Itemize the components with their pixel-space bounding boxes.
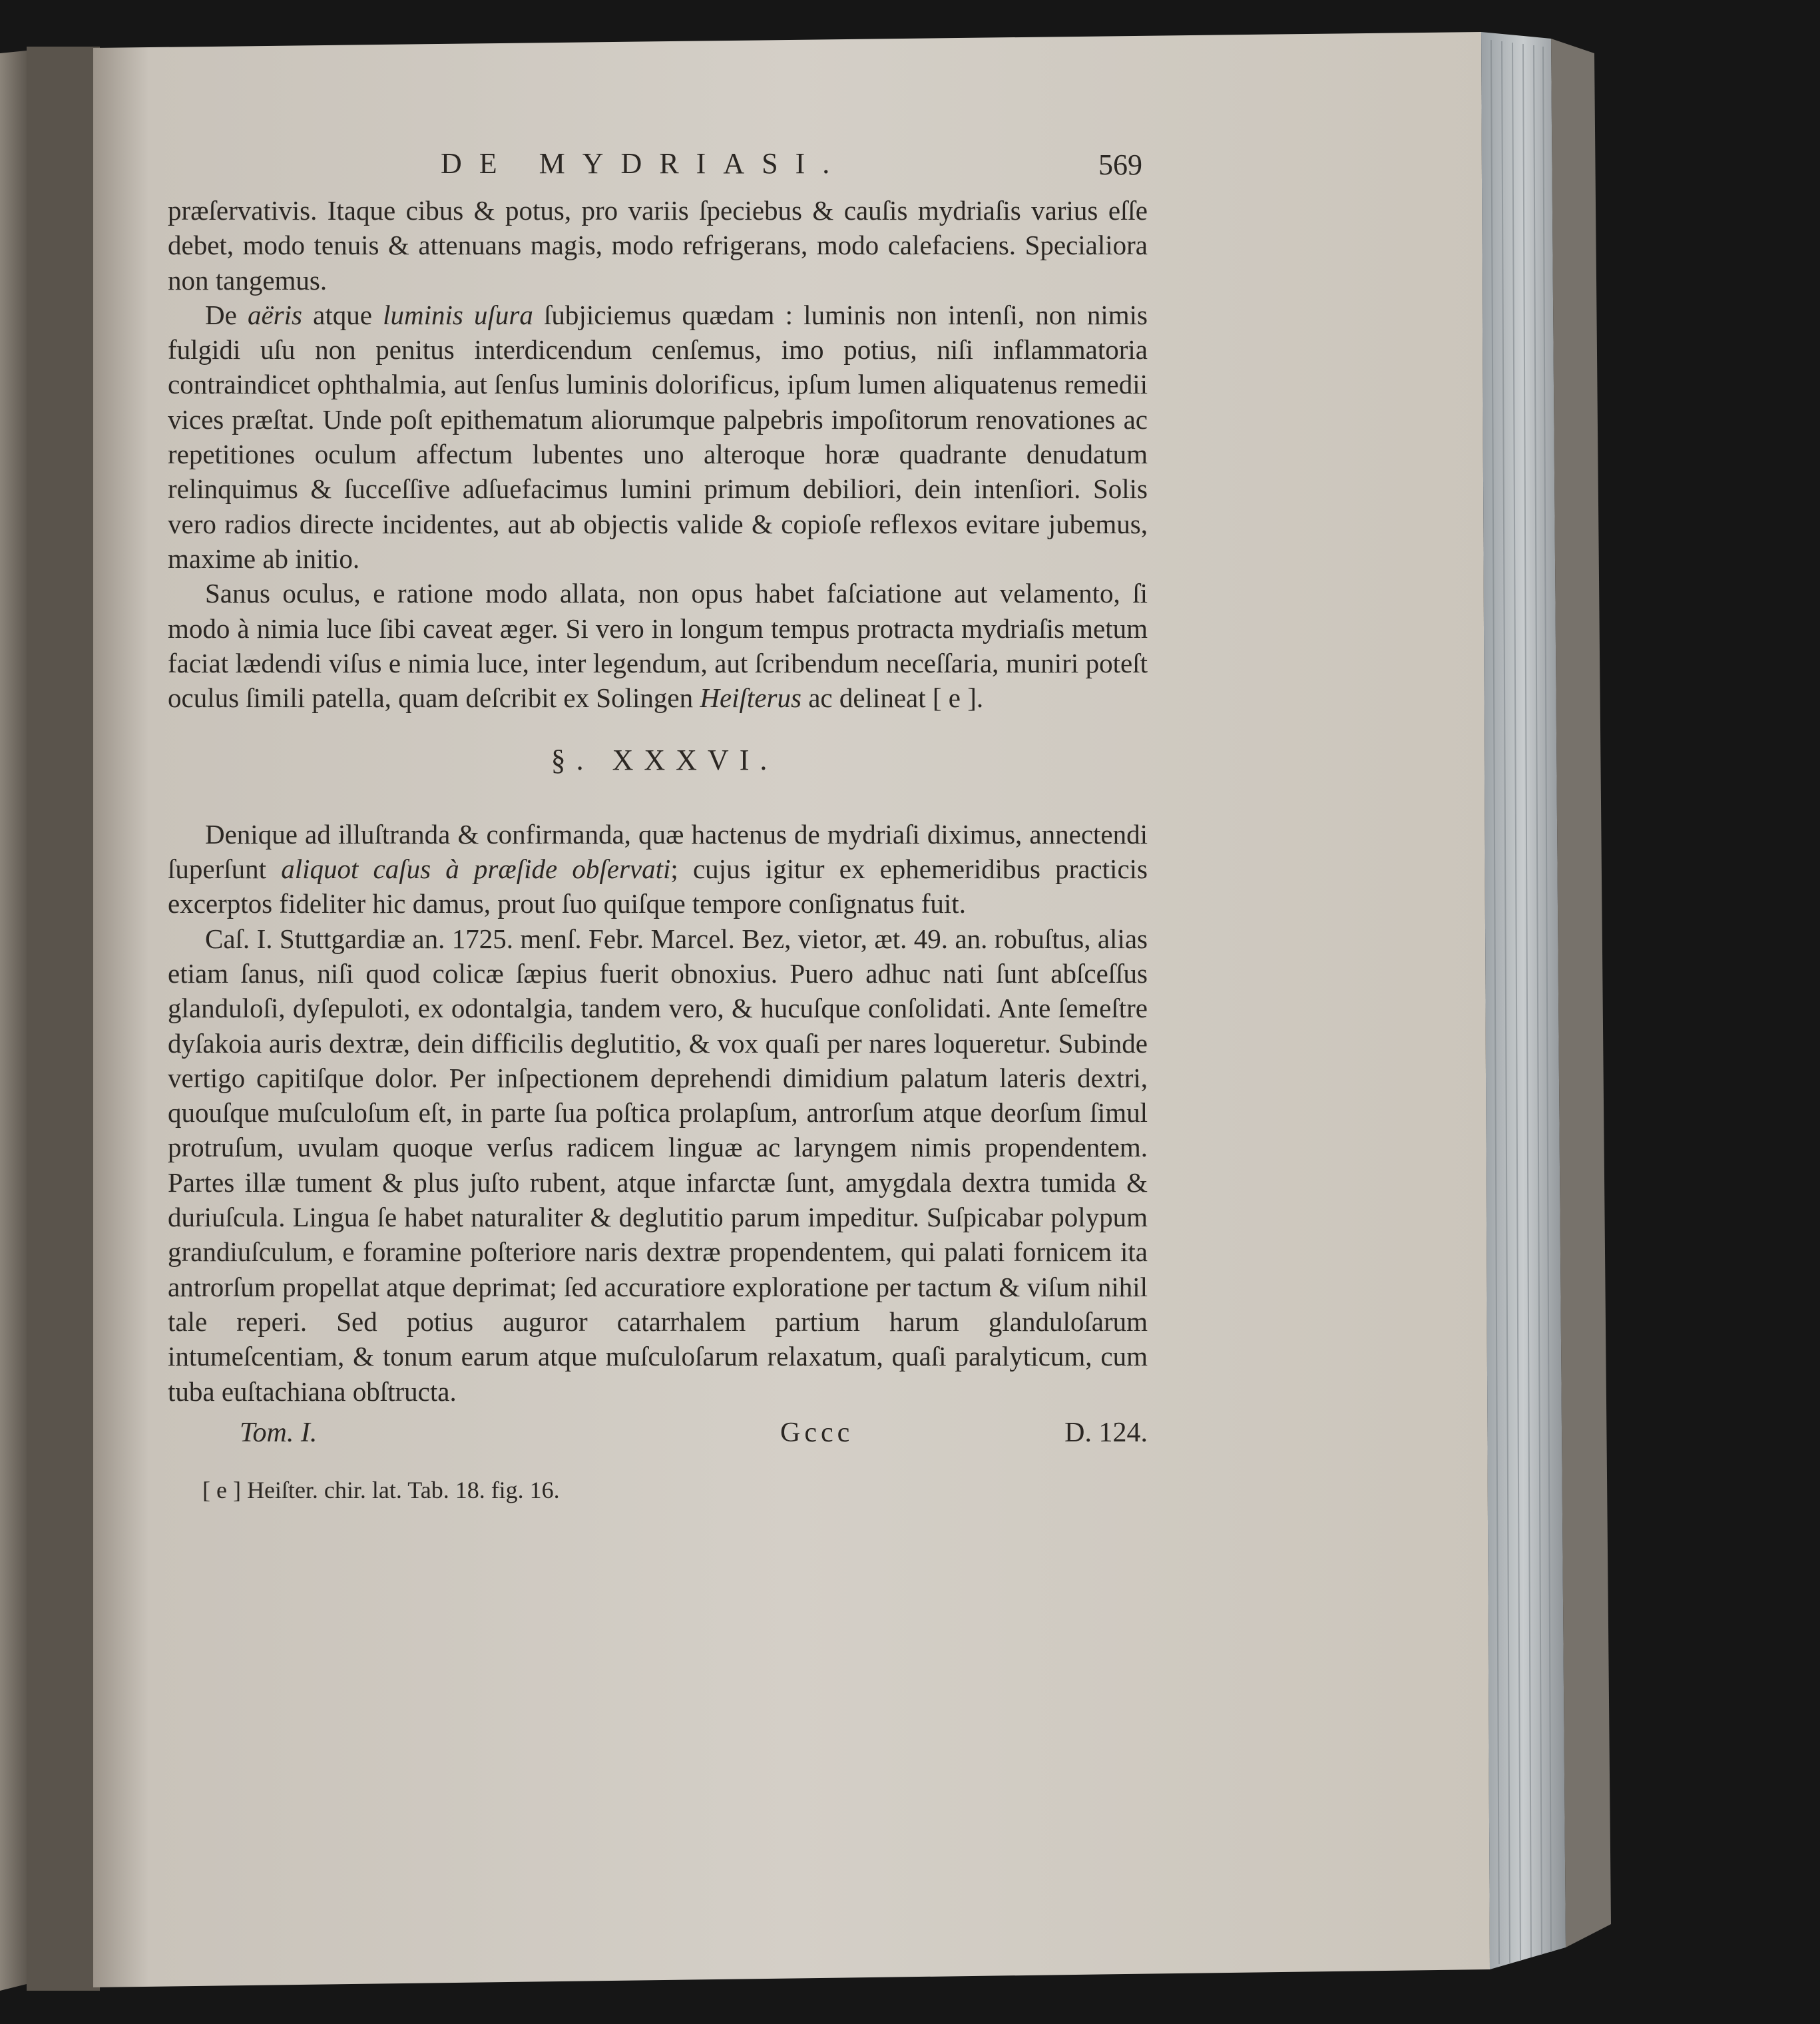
paragraph <box>168 576 1148 715</box>
text-run-italic: aëris <box>247 299 302 330</box>
text-run-italic: luminis uſura <box>383 299 533 330</box>
paragraph <box>168 193 1148 298</box>
paragraph <box>168 298 1148 576</box>
text-run-italic: aliquot caſus à præſide obſervati <box>281 854 671 885</box>
gutter-shadow <box>27 47 100 1991</box>
text-run-italic: Heiſterus <box>700 682 801 714</box>
footnote: [ e ] Heiſter. chir. lat. Tab. 18. fig. 16. <box>202 1476 560 1503</box>
text-run: De <box>205 299 248 330</box>
signature-mark: Gccc <box>780 1417 854 1448</box>
page-text-block <box>168 146 1148 1507</box>
signature-line <box>168 1415 1148 1454</box>
left-page-edge <box>0 51 27 1991</box>
section-heading: §. XXXVI. <box>551 744 778 777</box>
text-run: ac delineat [ e ]. <box>801 682 984 714</box>
text-run: præſervativis. Itaque cibus & potus, pro variis ſpeciebus & cauſis mydriaſis varius eſſe debet, modo tenuis & attenuans magis, modo refrigerans, modo calefaciens. Specialiora non tangemus. <box>168 195 1148 296</box>
paragraph <box>168 921 1148 1409</box>
paragraph <box>168 817 1148 921</box>
text-run: Sanus oculus, e ratione modo allata, non opus habet faſciatione aut velamento, ſi modo à nimia luce ſibi caveat æger. Si vero in longum tempus protracta mydriaſis metum faciat lædendi viſus e nimia luce, inter legendum, aut ſcribendum neceſſaria, muniri poteſt oculus ſimili patella, quam deſcribit ex Solingen <box>168 578 1148 714</box>
text-run: atque <box>302 299 383 330</box>
text-run: ; cujus igitur ex ephemeridibus practicis excerptos fideliter hic damus, prout ſuo quiſque tempore conſignatus fuit. <box>168 854 1148 919</box>
text-after-section <box>168 817 1148 1409</box>
text-run: Denique ad illuſtranda & confirmanda, quæ hactenus de mydriaſi diximus, annectendi ſuperſunt <box>168 818 1148 885</box>
text-run: Caſ. I. Stuttgardiæ an. 1725. menſ. Febr. Marcel. Bez, vietor, æt. 49. an. robuſtus, alias etiam ſanus, niſi quod colicæ ſæpius fuerit obnoxius. Puero adhuc nati ſunt abſceſſus glanduloſi, dyſepuloti, ex odontalgia, tandem vero, & hucuſque conſolidati. Ante ſemeſtre dyſakoia auris dextræ, dein difficilis deglutitio, & vox quaſi per nares loqueretur. Subinde vertigo capitiſque dolor. Per inſpectionem deprehendi dimidium palatum lateris dextri, quouſque muſculoſum eſt, in parte ſua poſtica prolapſum, antrorſum atque deorſum ſimul protruſum, uvulam quoque verſus radicem linguæ ac laryngem nimis propendentem. Partes illæ tument & plus juſto rubent, atque infarctæ ſunt, amygdala dextra tumida & duriuſcula. Lingua ſe habet naturaliter & deglutitio parum impeditur. Suſpicabar polypum grandiuſculum, e foramine poſteriore naris dextræ propendentem, qui palati fornicem ita antrorſum propellat atque deprimat; ſed accuratiore exploratione per tactum & viſum nihil tale reperi. Sed potius auguror catarrhalem partium harum glanduloſarum intumeſcentiam, & tonum earum atque muſculoſarum relaxatum, quaſi paralyticum, cum tuba euſtachiana obſtructa. <box>168 923 1148 1407</box>
running-title: DE MYDRIASI. <box>441 147 847 180</box>
page-number: 569 <box>1098 148 1142 181</box>
text-before-section <box>168 193 1148 715</box>
running-head <box>168 146 1148 189</box>
catchword: D. 124. <box>1064 1417 1148 1448</box>
page-fore-edge <box>1481 32 1566 1969</box>
text-run: ſubjiciemus quædam : luminis non intenſi, non nimis fulgidi uſu non penitus interdicendum cenſemus, imo potius, niſi inflammatoria contraindicet ophthalmia, aut ſenſus luminis dolorificus, ipſum lumen aliquatenus remedii vices præſtat. Unde poſt epithematum aliorumque palpebris impoſitorum renovationes ac repetitiones oculum affectum lubentes uno alteroque horæ quadrante denudatum relinquimus & ſucceſſive adſuefacimus lumini primum debiliori, dein intenſiori. Solis vero radios directe incidentes, aut ab objectis valide & copioſe reflexos evitare jubemus, maxime ab initio. <box>168 299 1148 574</box>
volume-label: Tom. I. <box>240 1417 318 1448</box>
